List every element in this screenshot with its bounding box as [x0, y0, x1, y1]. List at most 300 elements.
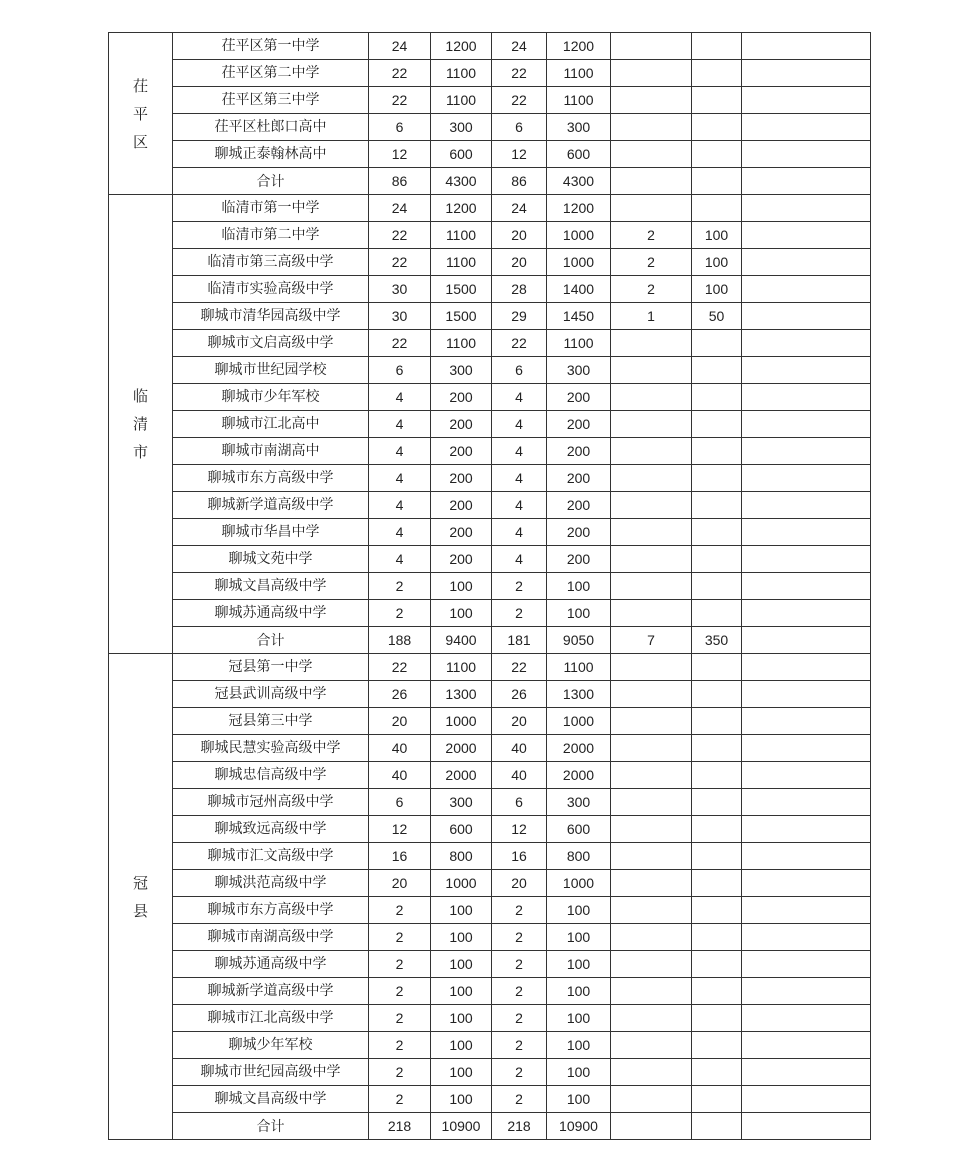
value-cell	[692, 465, 742, 492]
value-cell: 4	[369, 519, 431, 546]
value-cell: 22	[369, 654, 431, 681]
value-cell: 100	[547, 978, 611, 1005]
value-cell: 6	[492, 357, 547, 384]
value-cell: 1100	[431, 654, 492, 681]
school-name: 聊城新学道高级中学	[173, 492, 369, 519]
value-cell	[692, 357, 742, 384]
total-label: 合计	[173, 1113, 369, 1140]
value-cell	[692, 33, 742, 60]
school-name: 聊城苏通高级中学	[173, 951, 369, 978]
value-cell	[692, 195, 742, 222]
value-cell: 86	[369, 168, 431, 195]
value-cell	[692, 168, 742, 195]
value-cell: 4	[492, 519, 547, 546]
value-cell: 1000	[547, 708, 611, 735]
total-label: 合计	[173, 168, 369, 195]
value-cell: 350	[692, 627, 742, 654]
table-row	[109, 654, 871, 681]
value-cell	[611, 735, 692, 762]
value-cell: 16	[369, 843, 431, 870]
value-cell	[611, 654, 692, 681]
table-row	[109, 1032, 871, 1059]
value-cell: 6	[369, 114, 431, 141]
value-cell: 300	[547, 357, 611, 384]
blank-cell	[742, 303, 871, 330]
value-cell: 100	[431, 951, 492, 978]
value-cell: 4	[369, 438, 431, 465]
blank-cell	[742, 384, 871, 411]
value-cell: 100	[547, 573, 611, 600]
value-cell	[692, 600, 742, 627]
table-row	[109, 114, 871, 141]
value-cell: 1100	[431, 60, 492, 87]
value-cell: 100	[692, 276, 742, 303]
value-cell	[611, 789, 692, 816]
value-cell	[692, 141, 742, 168]
value-cell: 2000	[547, 735, 611, 762]
value-cell: 20	[369, 708, 431, 735]
value-cell: 22	[369, 222, 431, 249]
value-cell: 1000	[547, 870, 611, 897]
value-cell: 20	[492, 708, 547, 735]
value-cell	[692, 546, 742, 573]
value-cell	[611, 1005, 692, 1032]
value-cell: 600	[431, 816, 492, 843]
value-cell: 2	[369, 897, 431, 924]
school-name: 聊城苏通高级中学	[173, 600, 369, 627]
table-row	[109, 330, 871, 357]
value-cell: 200	[431, 465, 492, 492]
value-cell: 300	[431, 357, 492, 384]
value-cell: 2	[369, 1005, 431, 1032]
value-cell: 2	[369, 951, 431, 978]
value-cell: 2000	[431, 735, 492, 762]
blank-cell	[742, 627, 871, 654]
district-cell	[109, 654, 173, 1140]
school-name: 聊城文昌高级中学	[173, 573, 369, 600]
value-cell: 9400	[431, 627, 492, 654]
school-name: 冠县武训高级中学	[173, 681, 369, 708]
value-cell: 4	[369, 492, 431, 519]
value-cell: 1200	[431, 195, 492, 222]
value-cell: 24	[492, 195, 547, 222]
school-name: 聊城洪范高级中学	[173, 870, 369, 897]
value-cell: 86	[492, 168, 547, 195]
value-cell: 100	[547, 1059, 611, 1086]
value-cell: 50	[692, 303, 742, 330]
subtotal-row	[109, 627, 871, 654]
table-row	[109, 789, 871, 816]
value-cell	[692, 978, 742, 1005]
value-cell	[611, 492, 692, 519]
value-cell	[611, 168, 692, 195]
value-cell: 2000	[431, 762, 492, 789]
table-row	[109, 141, 871, 168]
table-row	[109, 870, 871, 897]
value-cell	[692, 1113, 742, 1140]
subtotal-row	[109, 168, 871, 195]
blank-cell	[742, 924, 871, 951]
value-cell	[692, 681, 742, 708]
value-cell	[611, 114, 692, 141]
blank-cell	[742, 141, 871, 168]
value-cell: 200	[547, 465, 611, 492]
school-name: 茌平区第二中学	[173, 60, 369, 87]
value-cell: 20	[492, 870, 547, 897]
value-cell: 1300	[547, 681, 611, 708]
table-row	[109, 978, 871, 1005]
blank-cell	[742, 600, 871, 627]
value-cell: 4	[492, 546, 547, 573]
school-name: 聊城市华昌中学	[173, 519, 369, 546]
school-name: 聊城市东方高级中学	[173, 465, 369, 492]
value-cell: 24	[369, 33, 431, 60]
value-cell	[611, 924, 692, 951]
blank-cell	[742, 195, 871, 222]
value-cell: 100	[547, 924, 611, 951]
value-cell: 200	[547, 438, 611, 465]
value-cell: 2	[492, 1005, 547, 1032]
school-name: 聊城市冠州高级中学	[173, 789, 369, 816]
value-cell: 2	[492, 897, 547, 924]
value-cell: 10900	[431, 1113, 492, 1140]
school-name: 茌平区第一中学	[173, 33, 369, 60]
value-cell: 24	[492, 33, 547, 60]
value-cell: 6	[369, 789, 431, 816]
value-cell: 12	[369, 141, 431, 168]
value-cell	[692, 870, 742, 897]
value-cell	[692, 573, 742, 600]
value-cell: 9050	[547, 627, 611, 654]
value-cell	[692, 708, 742, 735]
value-cell: 100	[431, 573, 492, 600]
school-name: 聊城市清华园高级中学	[173, 303, 369, 330]
value-cell	[692, 951, 742, 978]
blank-cell	[742, 546, 871, 573]
table-row	[109, 762, 871, 789]
table-row	[109, 492, 871, 519]
value-cell: 1100	[547, 60, 611, 87]
value-cell: 2	[492, 1059, 547, 1086]
value-cell: 4	[492, 438, 547, 465]
value-cell: 100	[547, 1005, 611, 1032]
value-cell: 300	[547, 114, 611, 141]
value-cell	[692, 519, 742, 546]
blank-cell	[742, 492, 871, 519]
total-label: 合计	[173, 627, 369, 654]
value-cell: 1400	[547, 276, 611, 303]
blank-cell	[742, 222, 871, 249]
value-cell	[692, 492, 742, 519]
value-cell	[611, 978, 692, 1005]
value-cell: 100	[692, 222, 742, 249]
blank-cell	[742, 114, 871, 141]
table-row	[109, 843, 871, 870]
value-cell: 4	[369, 384, 431, 411]
value-cell	[611, 1113, 692, 1140]
blank-cell	[742, 60, 871, 87]
value-cell: 100	[547, 1032, 611, 1059]
school-name: 临清市第一中学	[173, 195, 369, 222]
value-cell	[611, 195, 692, 222]
blank-cell	[742, 357, 871, 384]
value-cell: 300	[547, 789, 611, 816]
blank-cell	[742, 411, 871, 438]
value-cell: 6	[369, 357, 431, 384]
value-cell	[692, 411, 742, 438]
school-name: 聊城文苑中学	[173, 546, 369, 573]
table-row	[109, 438, 871, 465]
school-name: 聊城正泰翰林高中	[173, 141, 369, 168]
value-cell: 4	[369, 546, 431, 573]
blank-cell	[742, 168, 871, 195]
school-name: 聊城市江北高中	[173, 411, 369, 438]
value-cell	[611, 1086, 692, 1113]
value-cell: 100	[431, 897, 492, 924]
table-row	[109, 222, 871, 249]
value-cell: 200	[547, 411, 611, 438]
value-cell: 29	[492, 303, 547, 330]
value-cell: 1000	[431, 870, 492, 897]
value-cell: 600	[547, 141, 611, 168]
value-cell: 1200	[547, 33, 611, 60]
table-row	[109, 33, 871, 60]
blank-cell	[742, 33, 871, 60]
value-cell: 22	[492, 87, 547, 114]
value-cell	[692, 843, 742, 870]
value-cell	[692, 1032, 742, 1059]
school-name: 聊城民慧实验高级中学	[173, 735, 369, 762]
value-cell	[611, 465, 692, 492]
value-cell: 2	[369, 600, 431, 627]
value-cell: 20	[492, 222, 547, 249]
value-cell	[692, 1005, 742, 1032]
value-cell	[611, 951, 692, 978]
blank-cell	[742, 1086, 871, 1113]
value-cell: 188	[369, 627, 431, 654]
value-cell: 1000	[547, 222, 611, 249]
value-cell: 26	[492, 681, 547, 708]
value-cell: 200	[547, 492, 611, 519]
table-row	[109, 195, 871, 222]
value-cell: 22	[492, 654, 547, 681]
value-cell: 100	[547, 600, 611, 627]
value-cell: 1450	[547, 303, 611, 330]
value-cell: 4	[492, 384, 547, 411]
value-cell: 181	[492, 627, 547, 654]
value-cell: 6	[492, 789, 547, 816]
district-cell	[109, 195, 173, 654]
value-cell: 30	[369, 276, 431, 303]
value-cell: 4	[369, 411, 431, 438]
value-cell	[611, 600, 692, 627]
value-cell: 2	[611, 222, 692, 249]
blank-cell	[742, 789, 871, 816]
value-cell	[611, 438, 692, 465]
blank-cell	[742, 87, 871, 114]
value-cell: 218	[492, 1113, 547, 1140]
table-row	[109, 87, 871, 114]
value-cell: 100	[547, 951, 611, 978]
district-name: 冠县	[132, 873, 148, 920]
value-cell: 26	[369, 681, 431, 708]
value-cell: 2	[611, 276, 692, 303]
table-row	[109, 465, 871, 492]
table-row	[109, 357, 871, 384]
value-cell	[692, 384, 742, 411]
blank-cell	[742, 465, 871, 492]
value-cell: 800	[431, 843, 492, 870]
table-row	[109, 276, 871, 303]
value-cell	[611, 87, 692, 114]
value-cell: 200	[431, 438, 492, 465]
value-cell: 800	[547, 843, 611, 870]
value-cell: 2	[369, 1086, 431, 1113]
value-cell	[611, 573, 692, 600]
value-cell: 600	[431, 141, 492, 168]
value-cell: 200	[431, 492, 492, 519]
value-cell: 100	[431, 924, 492, 951]
value-cell: 4300	[547, 168, 611, 195]
value-cell: 4	[492, 411, 547, 438]
blank-cell	[742, 951, 871, 978]
value-cell: 22	[492, 60, 547, 87]
value-cell	[692, 114, 742, 141]
value-cell	[692, 60, 742, 87]
value-cell	[611, 357, 692, 384]
school-name: 聊城致远高级中学	[173, 816, 369, 843]
school-name: 聊城市少年军校	[173, 384, 369, 411]
table-row	[109, 897, 871, 924]
school-name: 茌平区杜郎口高中	[173, 114, 369, 141]
school-name: 聊城市南湖高级中学	[173, 924, 369, 951]
value-cell	[692, 654, 742, 681]
school-name: 茌平区第三中学	[173, 87, 369, 114]
blank-cell	[742, 978, 871, 1005]
school-name: 聊城市世纪园学校	[173, 357, 369, 384]
school-name: 冠县第一中学	[173, 654, 369, 681]
value-cell: 2	[369, 924, 431, 951]
value-cell: 2	[369, 573, 431, 600]
value-cell: 12	[492, 141, 547, 168]
value-cell	[611, 870, 692, 897]
blank-cell	[742, 816, 871, 843]
table-row	[109, 384, 871, 411]
value-cell: 300	[431, 114, 492, 141]
value-cell: 4	[492, 492, 547, 519]
value-cell	[692, 1059, 742, 1086]
table-row	[109, 303, 871, 330]
table-row	[109, 735, 871, 762]
value-cell	[611, 519, 692, 546]
blank-cell	[742, 897, 871, 924]
district-name: 临清市	[132, 387, 148, 461]
value-cell	[611, 33, 692, 60]
value-cell: 100	[431, 1059, 492, 1086]
value-cell: 100	[431, 1005, 492, 1032]
value-cell	[611, 816, 692, 843]
value-cell	[611, 1032, 692, 1059]
value-cell: 40	[369, 735, 431, 762]
value-cell	[692, 762, 742, 789]
value-cell: 1100	[547, 330, 611, 357]
value-cell: 2	[492, 951, 547, 978]
school-name: 聊城市文启高级中学	[173, 330, 369, 357]
value-cell: 22	[492, 330, 547, 357]
blank-cell	[742, 1113, 871, 1140]
value-cell: 40	[492, 735, 547, 762]
value-cell	[611, 330, 692, 357]
value-cell: 200	[547, 519, 611, 546]
value-cell	[692, 87, 742, 114]
value-cell	[611, 384, 692, 411]
table-row	[109, 60, 871, 87]
value-cell: 2	[492, 1032, 547, 1059]
value-cell: 1100	[431, 222, 492, 249]
value-cell: 20	[369, 870, 431, 897]
school-name: 聊城市江北高级中学	[173, 1005, 369, 1032]
value-cell: 1100	[431, 330, 492, 357]
value-cell	[692, 897, 742, 924]
blank-cell	[742, 708, 871, 735]
value-cell	[692, 330, 742, 357]
blank-cell	[742, 1005, 871, 1032]
value-cell: 12	[492, 816, 547, 843]
value-cell	[692, 735, 742, 762]
value-cell: 2	[492, 1086, 547, 1113]
school-name: 聊城忠信高级中学	[173, 762, 369, 789]
value-cell: 2	[369, 1059, 431, 1086]
school-name: 临清市第二中学	[173, 222, 369, 249]
value-cell: 4	[369, 465, 431, 492]
value-cell: 6	[492, 114, 547, 141]
value-cell: 2	[369, 978, 431, 1005]
value-cell: 1	[611, 303, 692, 330]
value-cell: 600	[547, 816, 611, 843]
value-cell	[611, 411, 692, 438]
table-row	[109, 816, 871, 843]
value-cell: 100	[431, 1086, 492, 1113]
blank-cell	[742, 1059, 871, 1086]
school-name: 聊城市世纪园高级中学	[173, 1059, 369, 1086]
school-name: 聊城市南湖高中	[173, 438, 369, 465]
value-cell: 22	[369, 330, 431, 357]
table-row	[109, 951, 871, 978]
value-cell: 16	[492, 843, 547, 870]
value-cell: 24	[369, 195, 431, 222]
value-cell: 1500	[431, 276, 492, 303]
value-cell: 1500	[431, 303, 492, 330]
value-cell: 1200	[431, 33, 492, 60]
table-row	[109, 249, 871, 276]
blank-cell	[742, 249, 871, 276]
value-cell: 2	[492, 924, 547, 951]
blank-cell	[742, 276, 871, 303]
value-cell	[692, 924, 742, 951]
value-cell: 40	[492, 762, 547, 789]
value-cell: 2	[492, 978, 547, 1005]
value-cell: 1100	[547, 654, 611, 681]
school-name: 聊城文昌高级中学	[173, 1086, 369, 1113]
value-cell: 2	[369, 1032, 431, 1059]
value-cell: 2	[611, 249, 692, 276]
district-cell	[109, 33, 173, 195]
value-cell: 1200	[547, 195, 611, 222]
value-cell	[611, 60, 692, 87]
table-row	[109, 1059, 871, 1086]
value-cell: 1000	[431, 708, 492, 735]
value-cell	[692, 816, 742, 843]
